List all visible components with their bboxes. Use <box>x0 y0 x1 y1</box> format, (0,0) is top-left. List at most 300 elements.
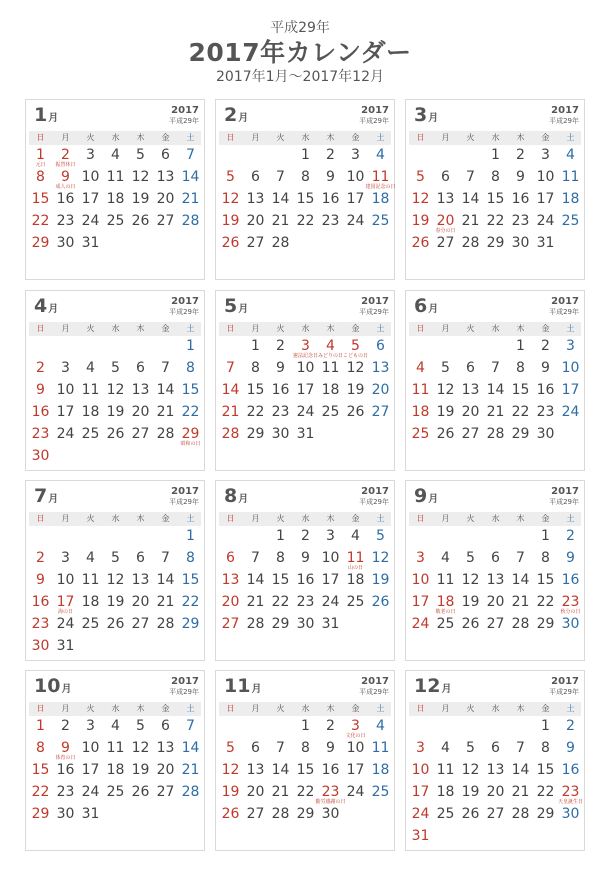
day-number: 9 <box>276 360 285 376</box>
day-cell <box>533 761 558 783</box>
day-cell <box>293 805 318 827</box>
day-number: 26 <box>371 594 390 610</box>
day-cell <box>408 739 433 761</box>
day-number: 25 <box>411 426 430 442</box>
month-year-number: 2017 <box>551 486 579 497</box>
weekday-label: 月 <box>441 133 450 142</box>
weekday-label: 日 <box>416 704 425 713</box>
day-number: 5 <box>136 147 145 163</box>
weekday-header <box>409 131 581 145</box>
day-cell <box>508 425 533 447</box>
day-number: 14 <box>486 382 505 398</box>
day-cell <box>458 425 483 447</box>
day-number: 2 <box>566 718 575 734</box>
day-number: 10 <box>346 169 365 185</box>
day-number: 13 <box>486 572 505 588</box>
day-number: 6 <box>251 740 260 756</box>
weekday-label: 水 <box>111 514 120 523</box>
day-number: 24 <box>536 213 555 229</box>
day-cell <box>318 739 343 761</box>
day-cell <box>53 637 78 659</box>
day-number: 12 <box>221 191 240 207</box>
day-cell <box>128 593 153 615</box>
weekday-label: 金 <box>351 324 360 333</box>
month-era-year: 平成29年 <box>549 308 579 316</box>
day-number: 23 <box>561 784 580 800</box>
day-number: 17 <box>56 404 75 420</box>
day-number: 15 <box>486 191 505 207</box>
day-number: 25 <box>321 404 340 420</box>
day-number: 23 <box>561 594 580 610</box>
day-cell <box>343 571 368 593</box>
month-era-year: 平成29年 <box>359 498 389 506</box>
day-cell <box>103 168 128 190</box>
day-number: 17 <box>296 382 315 398</box>
day-cell <box>103 359 128 381</box>
day-cell <box>243 615 268 637</box>
month-year <box>549 297 579 317</box>
day-number: 4 <box>326 338 335 354</box>
day-number: 10 <box>346 740 365 756</box>
day-number: 6 <box>376 338 385 354</box>
month-name <box>414 675 451 697</box>
day-cell <box>28 761 53 783</box>
day-cell <box>218 783 243 805</box>
day-cell <box>28 637 53 659</box>
day-cell <box>103 739 128 761</box>
day-cell <box>483 805 508 827</box>
day-cell <box>293 359 318 381</box>
day-number: 12 <box>131 169 150 185</box>
day-number: 29 <box>181 616 200 632</box>
day-number: 12 <box>461 572 480 588</box>
day-number: 28 <box>271 806 290 822</box>
day-number: 15 <box>511 382 530 398</box>
weekday-label: 水 <box>301 133 310 142</box>
day-number: 11 <box>81 572 100 588</box>
day-number: 27 <box>486 806 505 822</box>
day-number: 23 <box>296 594 315 610</box>
day-number: 9 <box>326 169 335 185</box>
day-number: 11 <box>436 762 455 778</box>
weekday-label: 日 <box>226 704 235 713</box>
day-cell <box>78 146 103 168</box>
day-cell <box>53 234 78 256</box>
day-cell <box>533 359 558 381</box>
day-number: 28 <box>511 616 530 632</box>
day-cell <box>508 403 533 425</box>
day-cell <box>218 615 243 637</box>
day-cell <box>218 805 243 827</box>
day-cell <box>458 234 483 256</box>
day-cell <box>483 783 508 805</box>
day-cell <box>268 593 293 615</box>
day-cell <box>368 381 393 403</box>
day-cell <box>243 381 268 403</box>
day-number: 13 <box>221 572 240 588</box>
day-cell <box>558 212 583 234</box>
day-number: 30 <box>31 448 50 464</box>
day-cell <box>78 593 103 615</box>
day-number: 14 <box>156 572 175 588</box>
weekday-label: 水 <box>491 704 500 713</box>
day-cell <box>318 359 343 381</box>
weekday-label: 土 <box>376 133 385 142</box>
day-cell <box>408 234 433 256</box>
day-cell <box>53 190 78 212</box>
day-cell <box>483 761 508 783</box>
day-number: 24 <box>81 213 100 229</box>
day-cell <box>268 527 293 549</box>
day-cell <box>343 549 368 571</box>
day-cell <box>318 212 343 234</box>
day-cell <box>78 212 103 234</box>
weekday-label: 月 <box>61 704 70 713</box>
weekday-label: 土 <box>566 133 575 142</box>
day-cell <box>53 805 78 827</box>
weekday-label: 金 <box>161 324 170 333</box>
day-number: 22 <box>246 404 265 420</box>
day-cell <box>268 805 293 827</box>
day-cell <box>103 761 128 783</box>
day-number: 4 <box>111 718 120 734</box>
holiday-name: 建国記念の日 <box>365 184 396 190</box>
weekday-label: 水 <box>491 514 500 523</box>
weekday-label: 火 <box>466 324 475 333</box>
day-number: 27 <box>371 404 390 420</box>
day-cell <box>343 527 368 549</box>
day-number: 6 <box>161 718 170 734</box>
day-number: 29 <box>296 806 315 822</box>
weekday-label: 木 <box>326 514 335 523</box>
day-cell <box>368 739 393 761</box>
day-cell <box>78 549 103 571</box>
month-era-year: 平成29年 <box>169 498 199 506</box>
day-cell <box>28 381 53 403</box>
day-number: 25 <box>106 213 125 229</box>
day-cell <box>343 717 368 739</box>
day-number: 31 <box>56 638 75 654</box>
day-cell <box>533 527 558 549</box>
day-number: 6 <box>136 360 145 376</box>
day-cell <box>558 146 583 168</box>
weekday-label: 月 <box>61 133 70 142</box>
day-cell <box>318 190 343 212</box>
day-cell <box>318 593 343 615</box>
day-cell <box>53 359 78 381</box>
day-number: 6 <box>251 169 260 185</box>
day-number: 31 <box>536 235 555 251</box>
day-number: 10 <box>536 169 555 185</box>
weekday-label: 水 <box>111 133 120 142</box>
weekday-header <box>219 702 391 716</box>
day-number: 21 <box>246 594 265 610</box>
day-number: 2 <box>566 528 575 544</box>
day-number: 26 <box>436 426 455 442</box>
day-cell <box>408 615 433 637</box>
day-cell <box>128 381 153 403</box>
day-cell <box>508 593 533 615</box>
month-year <box>359 487 389 507</box>
day-cell <box>53 403 78 425</box>
holiday-name: 体育の日 <box>55 755 76 761</box>
day-cell <box>53 549 78 571</box>
day-cell <box>178 168 203 190</box>
day-cell <box>458 359 483 381</box>
month-suffix: 月 <box>61 684 72 695</box>
day-number: 17 <box>561 382 580 398</box>
day-number: 20 <box>156 191 175 207</box>
day-number: 24 <box>296 404 315 420</box>
day-number: 3 <box>541 147 550 163</box>
day-cell <box>28 615 53 637</box>
day-cell <box>318 527 343 549</box>
day-number: 17 <box>346 762 365 778</box>
day-cell <box>153 403 178 425</box>
day-cell <box>103 212 128 234</box>
day-number: 5 <box>416 169 425 185</box>
month-era-year: 平成29年 <box>549 117 579 125</box>
weekday-label: 土 <box>566 324 575 333</box>
weekday-label: 日 <box>226 324 235 333</box>
calendar-header <box>0 0 600 92</box>
holiday-name: 憲法記念日 <box>292 353 318 359</box>
day-cell <box>508 146 533 168</box>
day-number: 7 <box>516 550 525 566</box>
day-cell <box>103 549 128 571</box>
day-number: 24 <box>411 806 430 822</box>
day-cell <box>558 571 583 593</box>
day-number: 27 <box>131 426 150 442</box>
day-number: 5 <box>136 718 145 734</box>
weekday-label: 金 <box>541 324 550 333</box>
month-name <box>224 295 248 317</box>
month-year-number: 2017 <box>361 105 389 116</box>
day-number: 30 <box>56 235 75 251</box>
day-cell <box>243 571 268 593</box>
month-year-number: 2017 <box>361 676 389 687</box>
month-year <box>169 297 199 317</box>
month-number: 6 <box>414 295 428 317</box>
day-number: 7 <box>491 360 500 376</box>
day-cell <box>103 571 128 593</box>
day-number: 12 <box>221 762 240 778</box>
day-cell <box>128 549 153 571</box>
month-panel <box>25 99 205 280</box>
day-number: 18 <box>346 572 365 588</box>
weekday-label: 金 <box>351 704 360 713</box>
weekday-label: 木 <box>326 324 335 333</box>
day-cell <box>28 212 53 234</box>
day-number: 28 <box>461 235 480 251</box>
day-number: 1 <box>36 718 45 734</box>
weekday-label: 日 <box>36 704 45 713</box>
weekday-header <box>29 512 201 526</box>
weekday-label: 木 <box>516 704 525 713</box>
day-number: 1 <box>186 338 195 354</box>
day-cell <box>508 615 533 637</box>
day-cell <box>53 168 78 190</box>
day-cell <box>408 827 433 849</box>
month-name <box>224 675 261 697</box>
day-cell <box>28 425 53 447</box>
day-number: 31 <box>411 828 430 844</box>
day-number: 2 <box>516 147 525 163</box>
day-cell <box>558 337 583 359</box>
day-number: 27 <box>461 426 480 442</box>
day-cell <box>368 761 393 783</box>
month-suffix: 月 <box>428 494 439 505</box>
day-cell <box>365 168 396 190</box>
day-number: 29 <box>31 235 50 251</box>
day-cell <box>558 527 583 549</box>
day-number: 4 <box>111 147 120 163</box>
day-cell <box>243 783 268 805</box>
day-number: 20 <box>461 404 480 420</box>
holiday-name: 勤労感謝の日 <box>315 799 346 805</box>
month-era-year: 平成29年 <box>169 688 199 696</box>
day-number: 16 <box>31 404 50 420</box>
day-number: 29 <box>181 426 200 442</box>
day-cell <box>53 783 78 805</box>
day-number: 26 <box>106 426 125 442</box>
weekday-label: 月 <box>251 133 260 142</box>
holiday-name: 文化の日 <box>345 733 366 739</box>
weekday-label: 土 <box>186 133 195 142</box>
day-number: 24 <box>346 213 365 229</box>
month-panel <box>405 670 585 851</box>
day-number: 25 <box>436 806 455 822</box>
day-number: 5 <box>441 360 450 376</box>
day-number: 20 <box>436 213 455 229</box>
day-number: 19 <box>131 191 150 207</box>
day-cell <box>558 403 583 425</box>
day-cell <box>433 403 458 425</box>
day-number: 22 <box>536 784 555 800</box>
holiday-name: みどりの日 <box>317 353 343 359</box>
day-number: 13 <box>156 740 175 756</box>
day-number: 6 <box>136 550 145 566</box>
day-number: 7 <box>276 169 285 185</box>
day-number: 22 <box>181 404 200 420</box>
weekday-label: 月 <box>441 704 450 713</box>
day-number: 22 <box>31 784 50 800</box>
day-cell <box>268 425 293 447</box>
day-cell <box>268 549 293 571</box>
day-cell <box>128 571 153 593</box>
month-panel <box>215 670 395 851</box>
day-cell <box>28 403 53 425</box>
day-number: 23 <box>31 616 50 632</box>
month-number: 8 <box>224 485 238 507</box>
weekday-label: 月 <box>61 324 70 333</box>
day-cell <box>318 805 343 827</box>
day-cell <box>53 761 78 783</box>
day-cell <box>533 805 558 827</box>
day-cell <box>408 425 433 447</box>
day-cell <box>53 212 78 234</box>
page-title: 2017年カレンダー <box>188 38 412 67</box>
day-cell <box>28 783 53 805</box>
day-cell <box>458 761 483 783</box>
month-panel <box>25 670 205 851</box>
day-number: 25 <box>436 616 455 632</box>
day-number: 19 <box>461 784 480 800</box>
day-number: 28 <box>156 616 175 632</box>
day-number: 4 <box>441 550 450 566</box>
day-cell <box>218 234 243 256</box>
day-cell <box>318 168 343 190</box>
month-name <box>34 295 58 317</box>
day-number: 19 <box>436 404 455 420</box>
day-cell <box>28 447 53 469</box>
day-number: 12 <box>346 360 365 376</box>
day-cell <box>268 381 293 403</box>
day-cell <box>483 615 508 637</box>
month-suffix: 月 <box>428 113 439 124</box>
day-number: 25 <box>371 784 390 800</box>
day-cell <box>408 359 433 381</box>
day-cell <box>178 593 203 615</box>
day-number: 29 <box>31 806 50 822</box>
day-cell <box>218 168 243 190</box>
day-cell <box>558 739 583 761</box>
day-cell <box>408 805 433 827</box>
day-cell <box>178 615 203 637</box>
day-cell <box>78 761 103 783</box>
day-cell <box>178 359 203 381</box>
weekday-label: 水 <box>301 704 310 713</box>
day-number: 5 <box>376 528 385 544</box>
day-cell <box>153 381 178 403</box>
day-cell <box>508 212 533 234</box>
weekday-label: 土 <box>376 324 385 333</box>
day-cell <box>293 739 318 761</box>
day-cell <box>153 168 178 190</box>
days-grid <box>219 146 396 276</box>
day-number: 2 <box>36 360 45 376</box>
day-number: 1 <box>491 147 500 163</box>
weekday-label: 月 <box>61 514 70 523</box>
day-number: 1 <box>186 528 195 544</box>
day-cell <box>78 234 103 256</box>
day-number: 12 <box>411 191 430 207</box>
day-number: 13 <box>246 762 265 778</box>
weekday-label: 日 <box>36 133 45 142</box>
day-number: 7 <box>516 740 525 756</box>
day-number: 25 <box>106 784 125 800</box>
month-year-number: 2017 <box>171 676 199 687</box>
day-number: 14 <box>511 572 530 588</box>
day-cell <box>558 717 583 739</box>
day-cell <box>153 571 178 593</box>
day-cell <box>408 381 433 403</box>
day-cell <box>343 212 368 234</box>
day-cell <box>343 403 368 425</box>
day-number: 1 <box>516 338 525 354</box>
weekday-label: 月 <box>251 704 260 713</box>
day-number: 19 <box>221 213 240 229</box>
day-cell <box>508 168 533 190</box>
day-cell <box>533 739 558 761</box>
day-number: 20 <box>486 594 505 610</box>
day-number: 10 <box>81 740 100 756</box>
weekday-label: 月 <box>441 324 450 333</box>
day-number: 22 <box>31 213 50 229</box>
day-number: 9 <box>326 740 335 756</box>
day-number: 13 <box>436 191 455 207</box>
day-cell <box>103 717 128 739</box>
